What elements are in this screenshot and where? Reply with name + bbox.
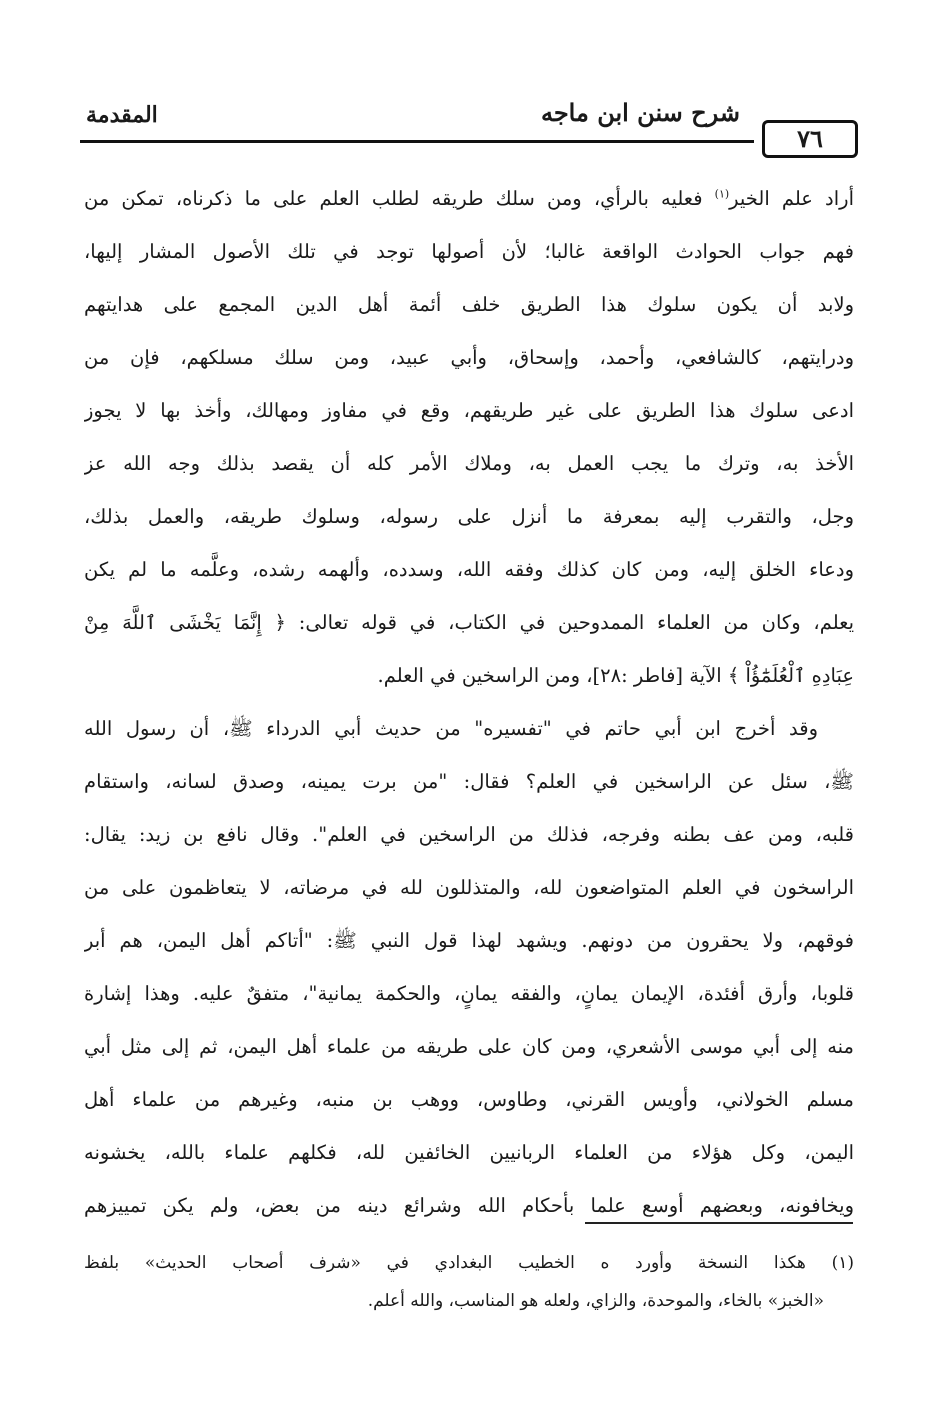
body-line-text: ودرايتهم، كالشافعي، وأحمد، وإسحاق، وأبي عبيد، ومن سلك مسلكهم، فإن من [84, 346, 854, 369]
body-line-text: يعلم، وكان من العلماء الممدوحين في الكتاب، في قوله تعالى: ﴿ إِنَّمَا يَخْشَى ٱللَّهَ مِنْ [84, 611, 854, 634]
body-line-text: اليمن، وكل هؤلاء من العلماء الربانيين الخائفين لله، فكلهم علماء بالله، يخشونه [84, 1141, 854, 1164]
section-title: المقدمة [86, 102, 158, 128]
body-line [84, 1073, 854, 1126]
page-number: ٧٦ [762, 120, 858, 158]
header-rule [80, 140, 754, 143]
body-line-text: وجل، والتقرب إليه بمعرفة ما أنزل على رسوله، وسلوك طريقه، والعمل بذلك، [84, 505, 854, 528]
body-line-text: الراسخون في العلم المتواضعون لله، والمتذللون لله في مرضاته، لا يتعاظمون على من [84, 876, 854, 899]
body-line [84, 596, 854, 649]
body-line [84, 702, 854, 755]
body-line-text: ادعى سلوك هذا الطريق على غير طريقهم، وقع في مفاوز ومهالك، وأخذ بها لا يجوز [84, 399, 854, 422]
book-title: شرح سنن ابن ماجه [540, 98, 740, 127]
body-line [84, 914, 854, 967]
body-line-text: فهم جواب الحوادث الواقعة غالبا؛ لأن أصولها توجد في تلك الأصول المشار إليها، [84, 240, 854, 263]
body-line-text: وقد أخرج ابن أبي حاتم في "تفسيره" من حديث أبي الدرداء ﷺ، أن رسول الله [84, 717, 818, 740]
body-text [84, 172, 854, 1232]
body-line-text-continued: فعليه بالرأي، ومن سلك طريقه لطلب العلم على ما ذكرناه، تمكن من [84, 187, 715, 210]
body-line [84, 755, 854, 808]
body-line [84, 1179, 854, 1232]
body-line-text: أراد علم الخير [729, 187, 854, 210]
body-line-text: ودعاء الخلق إليه، ومن كان كذلك وفقه الله، وسدده، وألهمه رشده، وعلَّمه ما لم يكن [84, 558, 854, 581]
body-line [84, 331, 854, 384]
footnote-line: (١) هكذا النسخة وأورد ه الخطيب البغدادي في «شرف أصحاب الحديث» بلفظ [84, 1253, 854, 1273]
body-line-text: ويخافونه، وبعضهم أوسع علما بأحكام الله وشرائع دينه من بعض، ولم يكن تمييزهم [84, 1194, 854, 1217]
body-line-text: عِبَادِهِ ٱلْعُلَمَٰٓؤُاْ ﴾ الآية [فاطر :٢٨]، ومن الراسخين في العلم. [377, 664, 854, 687]
body-line [84, 861, 854, 914]
body-line [84, 808, 854, 861]
body-line-text: الأخذ به، وترك ما يجب العمل به، وملاك الأمر كله أن يقصد بذلك وجه الله عز [84, 452, 854, 475]
body-line [84, 278, 854, 331]
footnote-line: «الخبز» بالخاء، والموحدة، والزاي، ولعله هو المناسب، والله أعلم. [367, 1291, 824, 1311]
body-line [84, 1020, 854, 1073]
body-line-text: قلبه، ومن عف بطنه وفرجه، فذلك من الراسخين في العلم". وقال نافع بن زيد: يقال: [84, 823, 854, 846]
page-header [80, 96, 858, 160]
body-line [84, 172, 854, 225]
body-line-text: مسلم الخولاني، وأويس القرني، وطاوس، ووهب بن منبه، وغيرهم من علماء أهل [84, 1088, 854, 1111]
body-line [84, 490, 854, 543]
body-line-text: ﷺ، سئل عن الراسخين في العلم؟ فقال: "من برت يمينه، وصدق لسانه، واستقام [84, 770, 854, 793]
body-line [84, 225, 854, 278]
body-line [84, 543, 854, 596]
body-line [84, 384, 854, 437]
footnote-rule [585, 1222, 853, 1224]
body-line-text: ولابد أن يكون سلوك هذا الطريق خلف أئمة أهل الدين المجمع على هدايتهم [84, 293, 854, 316]
body-line [84, 967, 854, 1020]
body-line [84, 1126, 854, 1179]
body-line-text: منه إلى أبي موسى الأشعري، ومن كان على طريقه من علماء أهل اليمن، ثم إلى مثل أبي [84, 1035, 854, 1058]
footnotes [84, 1244, 854, 1320]
body-line [84, 437, 854, 490]
body-line-text: قلوبا، وأرق أفئدة، الإيمان يمانٍ، والفقه يمانٍ، والحكمة يمانية"، متفقٌ عليه. وهذا إشارة [84, 982, 854, 1005]
footnote-marker: (١) [714, 187, 730, 201]
body-line [84, 649, 854, 702]
body-line-text: فوقهم، ولا يحقرون من دونهم. ويشهد لهذا قول النبي ﷺ: "أتاكم أهل اليمن، هم أبر [84, 929, 854, 952]
